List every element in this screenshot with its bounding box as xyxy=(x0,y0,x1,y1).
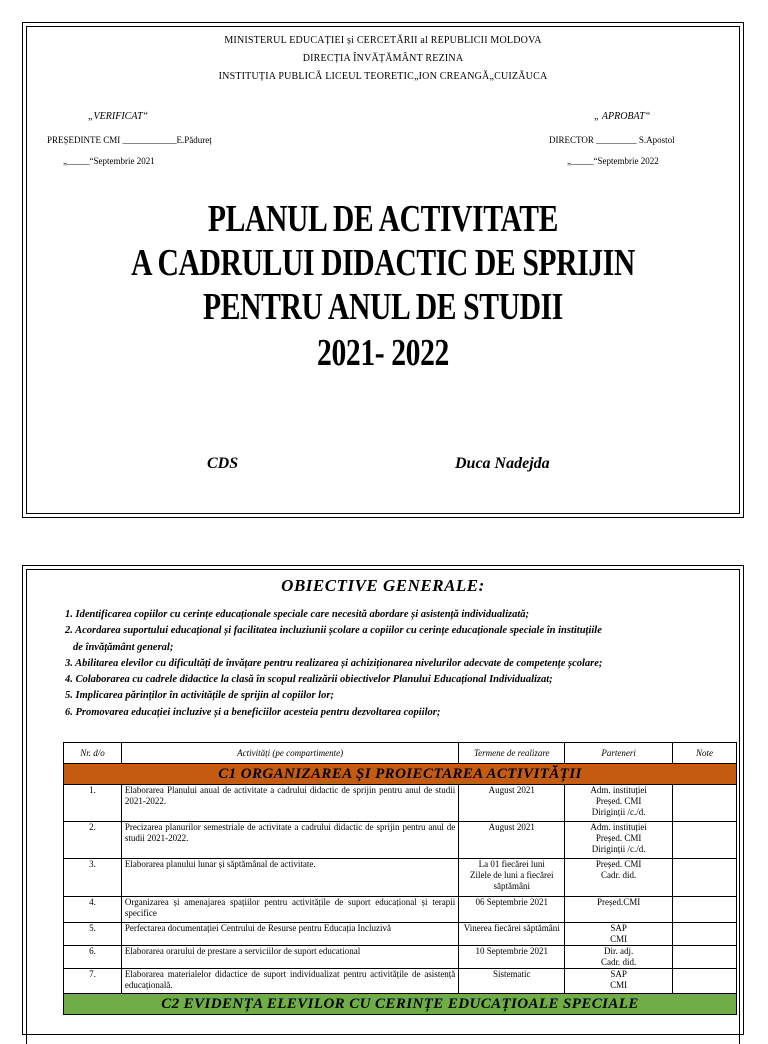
section-c1-header: C1 ORGANIZAREA ȘI PROIECTAREA ACTIVITĂȚII xyxy=(64,764,737,785)
objective-item-continuation: de învățământ general; xyxy=(73,641,174,653)
row-deadline: 06 Septembrie 2021 xyxy=(459,897,565,923)
objective-item: 5. Implicarea părinților în activitățile de sprijin al copiilor lor; xyxy=(65,690,334,702)
verificat-label: „VERIFICAT“ xyxy=(88,111,149,122)
objective-item: 2. Acordarea suportului educațional și facilitatea incluziunii școlare a copiilor cu cerințe educaționale speciale în instituțiile xyxy=(65,625,602,637)
row-activity: Organizarea și amenajarea spațiilor pentru activitățile de suport educațional și terapii specifice xyxy=(121,897,458,923)
row-deadline: Sistematic xyxy=(459,969,565,994)
table-row xyxy=(64,946,737,969)
row-deadline: August 2021 xyxy=(459,822,565,859)
row-notes xyxy=(673,785,737,822)
row-deadline: August 2021 xyxy=(459,785,565,822)
row-activity: Elaborarea orarului de prestare a serviciilor de suport educational xyxy=(121,946,458,969)
row-activity: Elaborarea materialelor didactice de suport individualizat pentru activitățile de asistență educațională. xyxy=(121,969,458,994)
table-row xyxy=(64,822,737,859)
table-row xyxy=(64,969,737,994)
table-row xyxy=(64,859,737,897)
row-notes xyxy=(673,859,737,897)
table-row xyxy=(64,785,737,822)
objective-item: 3. Abilitarea elevilor cu dificultăți de învățare pentru realizarea și achiziționarea nivelurilor adecvate de competențe școlare; xyxy=(65,657,603,669)
title-line-3: PENTRU ANUL DE STUDII xyxy=(203,286,563,328)
table-row xyxy=(64,897,737,923)
row-partners: Adm. instituției Președ. CMI Diriginții /c./d. xyxy=(565,822,673,859)
row-notes xyxy=(673,969,737,994)
title-line-4: 2021- 2022 xyxy=(317,332,449,374)
col-header-notes: Note xyxy=(673,743,737,764)
row-partners: Președ. CMI Cadr. did. xyxy=(565,859,673,897)
row-number: 3. xyxy=(64,859,122,897)
objective-item: 1. Identificarea copiilor cu cerințe educaționale speciale care necesită abordare și asistență individualizată; xyxy=(65,609,530,620)
objectives-inner-border xyxy=(26,569,740,1044)
row-activity: Elaborarea Planului anual de activitate a cadrului didactic de sprijin pentru anul de studii 2021-2022. xyxy=(121,785,458,822)
row-notes xyxy=(673,897,737,923)
objectives-title: OBIECTIVE GENERALE: xyxy=(281,576,485,595)
col-header-deadlines: Termene de realizare xyxy=(459,743,565,764)
row-deadline: La 01 fiecărei luni Zilele de luni a fiecărei săptămâni xyxy=(459,859,565,897)
table-body xyxy=(64,785,737,994)
table-row xyxy=(64,923,737,946)
row-activity: Precizarea planurilor semestriale de activitate a cadrului didactic de sprijin pentru anul de studii 2021-2022. xyxy=(121,822,458,859)
row-number: 7. xyxy=(64,969,122,994)
row-notes xyxy=(673,923,737,946)
objective-item: 4. Colaborarea cu cadrele didactice la clasă în scopul realizării obiectivelor Planului Educațional Individualizat; xyxy=(65,674,553,686)
institution-line: INSTITUȚIA PUBLICĂ LICEUL TEORETIC„ION CREANGĂ„CUIZĂUCA xyxy=(218,71,548,82)
presedinte-signature: PREȘEDINTE CMI ____________E.Pădureț xyxy=(47,135,212,145)
row-number: 2. xyxy=(64,822,122,859)
row-number: 4. xyxy=(64,897,122,923)
row-partners: Dir. adj. Cadr. did. xyxy=(565,946,673,969)
row-notes xyxy=(673,822,737,859)
objective-item: 6. Promovarea educației incluzive și a beneficiilor acesteia pentru dezvoltarea copiilor; xyxy=(65,706,441,718)
row-activity: Perfectarea documentației Centrului de Resurse pentru Educația Incluzivă xyxy=(121,923,458,946)
objectives-page xyxy=(22,565,744,1035)
table-header-row xyxy=(64,743,737,764)
date-left: „_____“Septembrie 2021 xyxy=(63,156,155,166)
cover-inner-border xyxy=(26,26,740,514)
author-name: Duca Nadejda xyxy=(455,455,550,472)
director-signature: DIRECTOR _________ S.Apostol xyxy=(549,135,675,145)
title-line-1: PLANUL DE ACTIVITATE xyxy=(207,198,559,240)
objectives-list xyxy=(65,607,725,721)
cover-page xyxy=(22,22,744,518)
row-notes xyxy=(673,946,737,969)
row-partners: SAP CMI xyxy=(565,923,673,946)
direction-line: DIRECȚIA ÎNVĂȚĂMÂNT REZINA xyxy=(302,53,464,64)
cds-label: CDS xyxy=(207,455,239,472)
date-right: „_____“Septembrie 2022 xyxy=(567,156,659,166)
row-number: 1. xyxy=(64,785,122,822)
col-header-nr: Nr. d/o xyxy=(64,743,122,764)
row-activity: Elaborarea planului lunar și săptămânal de activitate. xyxy=(121,859,458,897)
row-number: 5. xyxy=(64,923,122,946)
aprobat-label: „ APROBAT“ xyxy=(594,111,651,122)
title-line-2: A CADRULUI DIDACTIC DE SPRIJIN xyxy=(131,242,635,284)
row-partners: Adm. instituției Președ. CMI Diriginții /c./d. xyxy=(565,785,673,822)
col-header-partners: Parteneri xyxy=(565,743,673,764)
row-number: 6. xyxy=(64,946,122,969)
section-c2-header: C2 EVIDENȚA ELEVILOR CU CERINȚE EDUCAȚIOALE SPECIALE xyxy=(64,994,737,1015)
ministry-line: MINISTERUL EDUCAȚIEI și CERCETĂRII al REPUBLICII MOLDOVA xyxy=(224,35,542,46)
row-deadline: Vinerea fiecărei săptămâni xyxy=(459,923,565,946)
activity-table xyxy=(63,742,737,1015)
col-header-activities: Activități (pe compartimente) xyxy=(121,743,458,764)
row-partners: Președ.CMI xyxy=(565,897,673,923)
row-partners: SAP CMI xyxy=(565,969,673,994)
row-deadline: 10 Septembrie 2021 xyxy=(459,946,565,969)
